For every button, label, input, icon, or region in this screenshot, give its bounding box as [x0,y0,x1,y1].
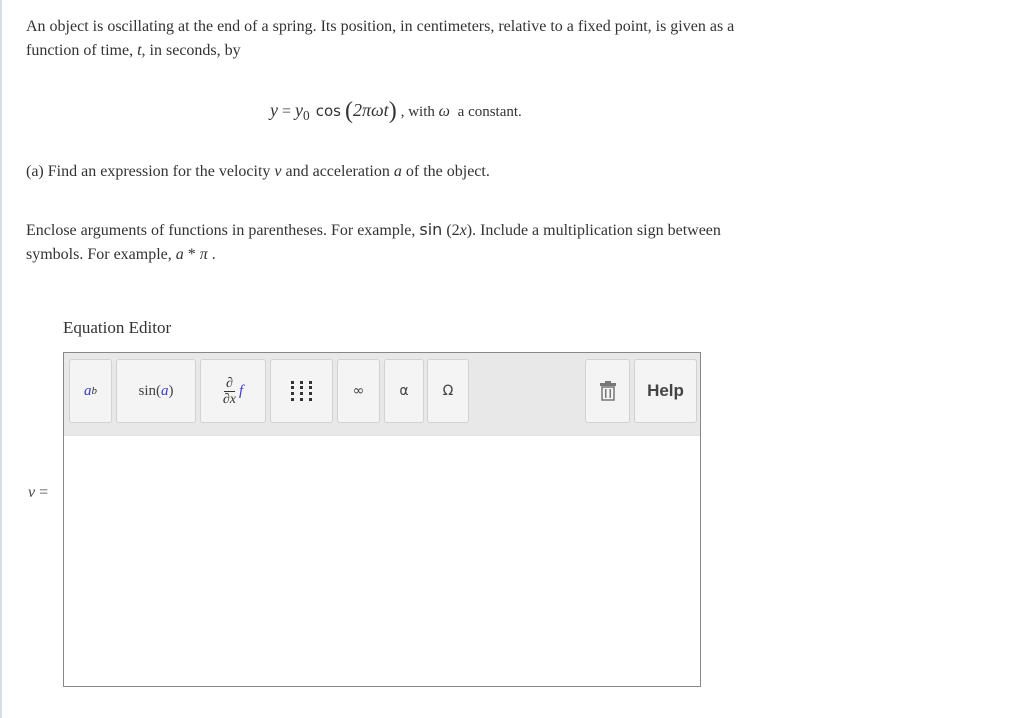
part-a-text-post: of the object. [401,163,490,180]
formula-equals: = [278,103,296,120]
part-a-label: (a) [26,163,44,180]
formula-open-paren: ( [344,98,353,124]
alpha-icon: α [399,383,409,399]
part-a-text-mid: and acceleration [281,163,394,180]
formula-suffix-post: a constant. [453,104,522,120]
omega-icon: Ω [442,383,454,399]
instr-pre: Enclose arguments of functions in parentheses. For example, [26,222,420,239]
formula-close-paren: ) [388,98,397,124]
part-a-var-v: v [274,163,282,180]
position-formula [270,98,522,125]
power-base: a [84,382,92,399]
instr-arg: (2 [442,222,460,239]
trig-open-paren: ( [156,382,161,399]
instr-mid: . Include a multiplication sign between [472,222,721,239]
intro-line2-post: , in seconds, by [141,42,241,59]
infinity-button[interactable] [337,359,380,423]
instr-line2-pre: symbols. For example, [26,246,176,263]
instr-sin: sin [419,220,443,239]
intro-line2-pre: function of time, [26,42,138,59]
part-a-var-a: a [393,163,402,180]
derivative-icon [223,376,243,407]
clear-button[interactable] [585,359,630,423]
equation-editor [63,352,701,687]
derivative-denominator: ∂x [222,391,236,407]
trig-arg: a [161,382,169,399]
matrix-button[interactable] [270,359,333,423]
matrix-icon [290,380,314,402]
formula-y0-sub: 0 [303,108,310,124]
formula-y0: y [295,100,304,120]
power-exponent: b [91,385,97,397]
part-a-question [26,160,490,184]
intro-line1: An object is oscillating at the end of a spring. Its position, in centimeters, relative to a fixed point, is given as a [26,18,735,35]
intro-var-t: t [137,42,142,59]
greek-uppercase-button[interactable] [427,359,469,423]
formula-lhs: y [270,100,278,120]
answer-label [28,484,48,502]
derivative-numerator: ∂ [225,375,233,391]
answer-label-var: v [28,484,36,501]
instr-a: a [175,246,184,263]
trig-sin-label: sin [138,382,156,399]
trig-close-paren: ) [168,382,174,399]
input-instructions [26,218,806,267]
help-button[interactable] [634,359,697,423]
greek-lowercase-button[interactable] [384,359,424,423]
formula-suffix-pre: , with [400,104,439,120]
formula-omega: ω [438,103,450,120]
power-button[interactable] [69,359,112,423]
part-a-text-pre: Find an expression for the velocity [43,163,275,180]
answer-label-eq: = [35,484,49,501]
infinity-icon: ∞ [352,383,365,399]
trash-icon [599,381,617,401]
left-border [0,0,2,718]
instr-close: ) [466,222,473,239]
help-label: Help [647,381,684,400]
formula-arg: 2πωt [352,100,389,120]
problem-intro [26,15,816,63]
instr-star: * [183,246,200,263]
derivative-button[interactable] [200,359,266,423]
equation-editor-title: Equation Editor [63,318,172,337]
formula-cos: cos [315,102,341,120]
derivative-f: f [238,382,244,399]
trig-function-button[interactable] [116,359,196,423]
instr-end: . [207,246,216,263]
instr-x: x [459,222,467,239]
editor-toolbar [64,353,700,436]
instr-pi: π [199,246,208,263]
answer-input-area[interactable] [64,436,700,686]
